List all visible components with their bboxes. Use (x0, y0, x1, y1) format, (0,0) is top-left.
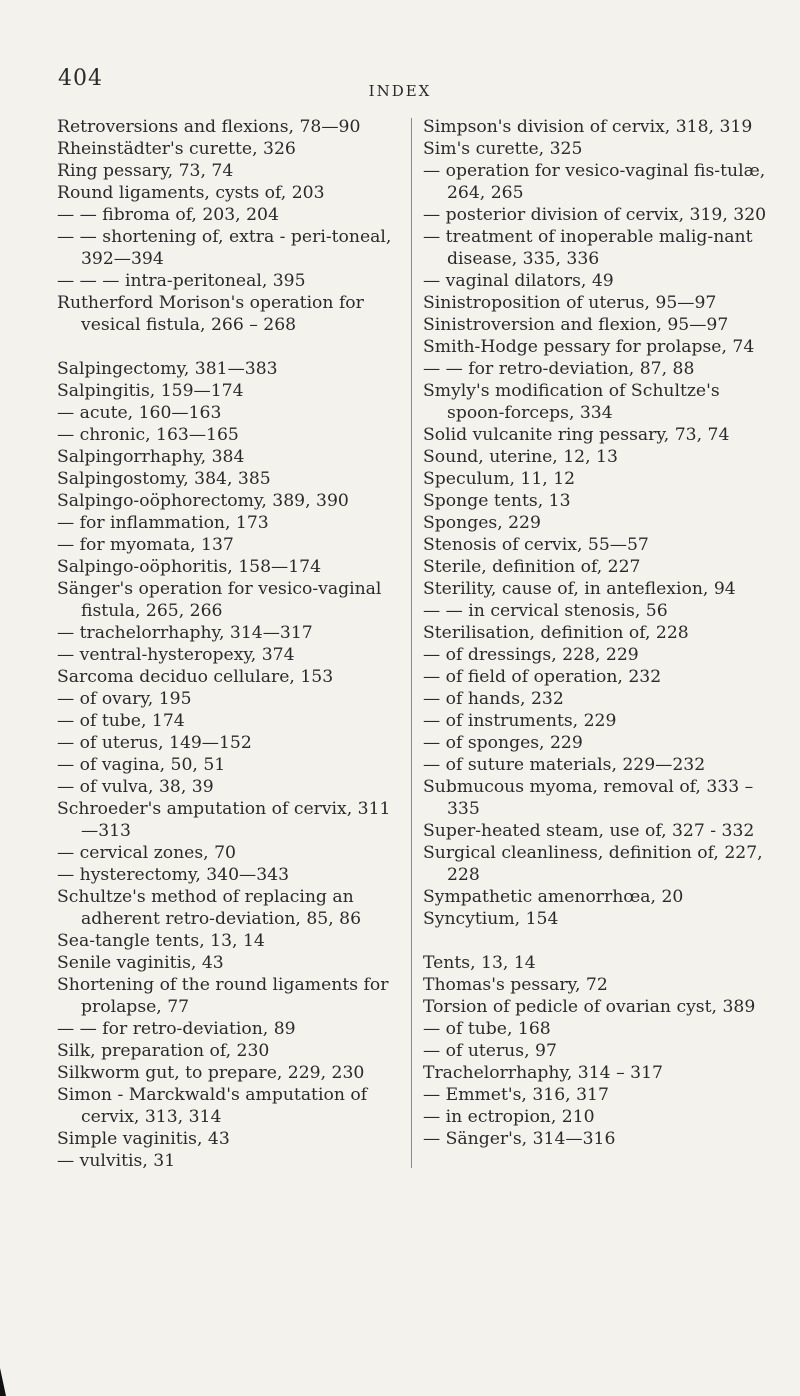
index-entry: — in ectropion, 210 (423, 1107, 595, 1127)
index-entry: — posterior division of cervix, 319, 320 (423, 205, 767, 225)
section-gap (57, 336, 402, 358)
index-entry: Smith-Hodge pessary for prolapse, 74 (423, 337, 755, 357)
index-entry: — of field of operation, 232 (423, 667, 662, 687)
index-entry: Sänger's operation for vesico-vaginal fistula, 265, 266 (57, 579, 382, 621)
index-entry: — of tube, 174 (57, 711, 185, 731)
index-entry: Trachelorrhaphy, 314 – 317 (423, 1063, 663, 1083)
index-entry: — — for retro-deviation, 89 (57, 1019, 296, 1039)
index-entry: — hysterectomy, 340—343 (57, 865, 290, 885)
index-entry: Super-heated steam, use of, 327 - 332 (423, 821, 755, 841)
index-entry: Tents, 13, 14 (423, 953, 536, 973)
index-entry: — — in cervical stenosis, 56 (423, 601, 668, 621)
section-gap (423, 930, 768, 952)
index-entry: — of ovary, 195 (57, 689, 192, 709)
index-entry: — of vagina, 50, 51 (57, 755, 226, 775)
index-entry: Sterilisation, definition of, 228 (423, 623, 689, 643)
index-entry: — — shortening of, extra - peri-toneal, 392—394 (57, 227, 392, 269)
index-entry: — of uterus, 149—152 (57, 733, 252, 753)
index-column-right (423, 116, 768, 1150)
index-column-left (57, 116, 402, 1172)
index-entry: Speculum, 11, 12 (423, 469, 576, 489)
index-entry: Senile vaginitis, 43 (57, 953, 224, 973)
index-entry: Salpingorrhaphy, 384 (57, 447, 245, 467)
index-entry: Simon - Marckwald's amputation of cervix, 313, 314 (57, 1085, 368, 1127)
index-entry: Sinistroversion and flexion, 95—97 (423, 315, 729, 335)
index-entry: Sarcoma deciduo cellulare, 153 (57, 667, 334, 687)
index-entry: — treatment of inoperable malig-nant disease, 335, 336 (423, 227, 753, 269)
index-entry: Sim's curette, 325 (423, 139, 583, 159)
index-entry: — of instruments, 229 (423, 711, 617, 731)
index-entry: Salpingostomy, 384, 385 (57, 469, 271, 489)
index-entry: Salpingo-oöphoritis, 158—174 (57, 557, 322, 577)
index-entry: Sound, uterine, 12, 13 (423, 447, 618, 467)
page-number: 404 (58, 66, 103, 91)
index-entry: Sympathetic amenorrhœa, 20 (423, 887, 684, 907)
index-entry: — of tube, 168 (423, 1019, 551, 1039)
index-entry: Shortening of the round ligaments for prolapse, 77 (57, 975, 389, 1017)
index-entry: Round ligaments, cysts of, 203 (57, 183, 325, 203)
index-entry: Salpingo-oöphorectomy, 389, 390 (57, 491, 349, 511)
page-header: INDEX (368, 82, 432, 100)
index-entry: Salpingectomy, 381—383 (57, 359, 278, 379)
index-entry: Simple vaginitis, 43 (57, 1129, 230, 1149)
index-entry: Sterile, definition of, 227 (423, 557, 641, 577)
index-entry: — of dressings, 228, 229 (423, 645, 639, 665)
index-entry: — of vulva, 38, 39 (57, 777, 214, 797)
index-entry: — operation for vesico-vaginal fis-tulæ, 264, 265 (423, 161, 766, 203)
index-entry: Sea-tangle tents, 13, 14 (57, 931, 265, 951)
index-entry: Stenosis of cervix, 55—57 (423, 535, 649, 555)
index-entry: Syncytium, 154 (423, 909, 559, 929)
index-entry: — of hands, 232 (423, 689, 564, 709)
index-entry: — chronic, 163—165 (57, 425, 239, 445)
index-entry: Sponges, 229 (423, 513, 541, 533)
index-entry: — of sponges, 229 (423, 733, 583, 753)
index-entry: Sinistroposition of uterus, 95—97 (423, 293, 717, 313)
index-entry: — acute, 160—163 (57, 403, 222, 423)
index-entry: — for myomata, 137 (57, 535, 234, 555)
index-entry: Simpson's division of cervix, 318, 319 (423, 117, 753, 137)
index-entry: Thomas's pessary, 72 (423, 975, 608, 995)
index-entry: Ring pessary, 73, 74 (57, 161, 234, 181)
index-entry: — of suture materials, 229—232 (423, 755, 706, 775)
index-entry: Rutherford Morison's operation for vesical fistula, 266 – 268 (57, 293, 364, 335)
index-entry: — Emmet's, 316, 317 (423, 1085, 609, 1105)
index-entry: Sterility, cause of, in anteflexion, 94 (423, 579, 736, 599)
index-entry: Solid vulcanite ring pessary, 73, 74 (423, 425, 730, 445)
index-entry: Salpingitis, 159—174 (57, 381, 244, 401)
index-entry: — Sänger's, 314—316 (423, 1129, 616, 1149)
index-entry: Schroeder's amputation of cervix, 311 —313 (57, 799, 391, 841)
index-entry: Retroversions and flexions, 78—90 (57, 117, 361, 137)
index-entry: — of uterus, 97 (423, 1041, 557, 1061)
index-entry: — cervical zones, 70 (57, 843, 236, 863)
index-entry: Sponge tents, 13 (423, 491, 571, 511)
index-entry: — — for retro-deviation, 87, 88 (423, 359, 695, 379)
index-entry: Torsion of pedicle of ovarian cyst, 389 (423, 997, 756, 1017)
index-entry: — vaginal dilators, 49 (423, 271, 614, 291)
column-divider (411, 118, 412, 1168)
corner-mark (0, 1368, 24, 1396)
index-entry: — — fibroma of, 203, 204 (57, 205, 279, 225)
index-entry: Rheinstädter's curette, 326 (57, 139, 296, 159)
index-entry: — trachelorrhaphy, 314—317 (57, 623, 313, 643)
index-entry: Submucous myoma, removal of, 333 – 335 (423, 777, 754, 819)
index-entry: — — — intra-peritoneal, 395 (57, 271, 306, 291)
index-entry: — for inflammation, 173 (57, 513, 269, 533)
index-entry: Silkworm gut, to prepare, 229, 230 (57, 1063, 365, 1083)
index-entry: Silk, preparation of, 230 (57, 1041, 270, 1061)
index-entry: Surgical cleanliness, definition of, 227, 228 (423, 843, 763, 885)
index-entry: Smyly's modification of Schultze's spoon-forceps, 334 (423, 381, 720, 423)
index-entry: Schultze's method of replacing an adherent retro-deviation, 85, 86 (57, 887, 362, 929)
index-entry: — vulvitis, 31 (57, 1151, 176, 1171)
index-entry: — ventral-hysteropexy, 374 (57, 645, 295, 665)
